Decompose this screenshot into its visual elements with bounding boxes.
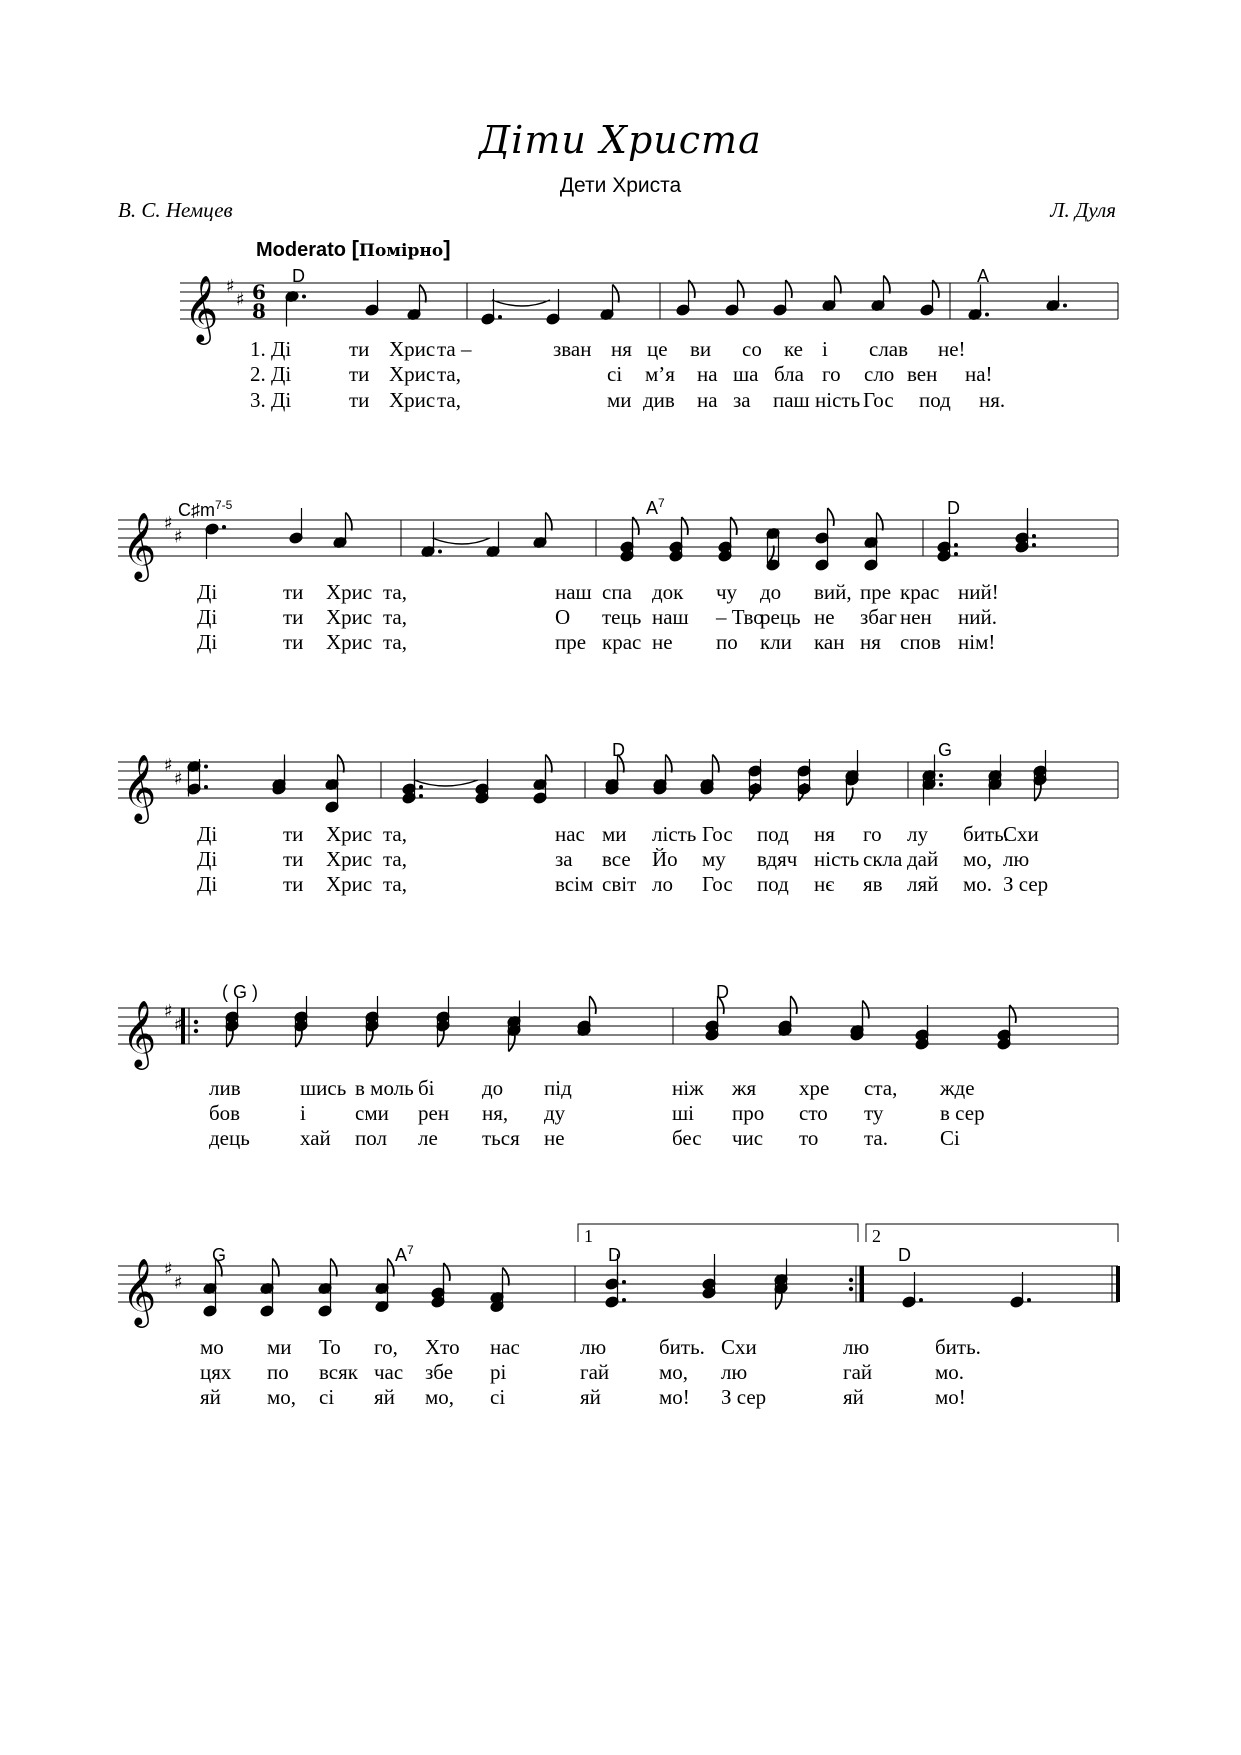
lyric-syllable: по [267,1360,289,1384]
note-flag [420,285,426,303]
note-flag [828,508,834,526]
lyric-syllable: гай [843,1360,873,1384]
note-flag [776,1292,782,1310]
lyric-syllable: ми [267,1335,292,1359]
chord-symbol: $A^7$ [646,496,665,518]
chord-symbol: D [898,1245,911,1265]
lyric-syllable: слав [869,337,909,361]
note-flag [718,996,724,1014]
lyric-syllable: спов [900,630,941,654]
lyric-syllable: рен [418,1101,450,1125]
lyric-syllable: крас [900,580,940,604]
lyric-syllable: ти [349,388,370,412]
lyric-syllable: мо. [935,1360,965,1384]
lyric-syllable: мо, [267,1385,297,1409]
sharp-icon: ♯ [174,768,183,790]
lyric-syllable: ти [283,605,304,629]
lyric-syllable: Хрис [326,630,373,654]
augmentation-dot [919,1298,923,1302]
lyric-syllable: пре [555,630,587,654]
lyric-syllable: сто [799,1101,828,1125]
lyric-syllable: нен [900,605,932,629]
augmentation-dot [954,543,958,547]
lyric-syllable: нас [490,1335,520,1359]
note-flag [273,1259,279,1277]
augmentation-dot [438,550,442,554]
lyric-syllable: ми [602,822,627,846]
lyric-syllable: вий, [814,580,852,604]
lyric-syllable: Ді [197,847,218,871]
lyric-syllable: ність [815,388,861,412]
lyric-syllable: То [319,1335,341,1359]
lyric-syllable: Хрис [326,872,373,896]
lyric-syllable: Гос [702,872,733,896]
sharp-icon: ♯ [226,276,235,297]
note-flag [509,1034,515,1052]
lyric-syllable: тець [602,605,642,629]
augmentation-dot [1032,534,1036,538]
volta-bracket-2 [866,1224,1118,1242]
lyric-syllable: 3. Ді [250,388,292,412]
lyric-syllable: і [300,1101,306,1125]
song-subtitle: Дети Христа [559,174,682,197]
note-flag [863,1001,869,1019]
lyric-syllable: мо! [935,1385,966,1409]
chord-symbol: $C♯m^{7-5}$ [178,498,233,520]
lyric-syllable: жде [940,1076,975,1100]
augmentation-dot [622,1280,626,1284]
note-flag [835,276,841,294]
lyric-syllable: не [652,630,673,654]
lyric-syllable: паш [773,388,810,412]
lyric-syllable: яв [863,872,883,896]
lyric-syllable: Ді [197,580,218,604]
lyric-syllable: та, [437,388,462,412]
lyric-syllable: сі [490,1385,506,1409]
lyric-syllable: під [544,1076,572,1100]
note-flag [618,755,624,773]
note-flag [546,755,552,773]
lyric-syllable: 2. Ді [250,362,292,386]
lyric-syllable: яй [580,1385,601,1409]
lyric-syllable: Схи [1003,822,1039,846]
lyric-syllable: мо [200,1335,224,1359]
note-flag [346,513,352,531]
augmentation-dot [985,313,989,317]
augmentation-dot [204,765,208,769]
lyric-syllable: ніж [672,1076,704,1100]
lyric-syllable: лю [843,1335,870,1359]
lyricist-credit: В. С. Немцев [118,198,233,222]
lyric-syllable: му [702,847,726,871]
chord-symbol: A [977,266,990,286]
lyric-syllable: та, [383,872,408,896]
lyric-syllable: див [643,388,675,412]
augmentation-dot [498,315,502,319]
sharp-icon: ♯ [236,289,245,311]
lyric-syllable: ня. [979,388,1006,412]
lyric-syllable: ність [814,847,860,871]
lyric-syllable: ке [784,337,804,361]
note-flag [590,996,596,1014]
tempo-translation: Помірно [358,241,444,261]
lyric-syllable: на [697,362,718,386]
lyric-syllable: шись [300,1076,347,1100]
lyric-syllable: Хрис [326,847,373,871]
lyric-syllable: ші [672,1101,695,1125]
lyric-syllable: сми [355,1101,389,1125]
chord-symbol: G [212,1245,227,1265]
note-flag [388,1259,394,1277]
lyric-syllable: дець [209,1126,250,1150]
lyric-syllable: мо, [659,1360,689,1384]
lyric-syllable: та, [437,362,462,386]
lyric-syllable: Ді [197,872,218,896]
augmentation-dot [1032,543,1036,547]
lyric-syllable: кли [760,630,792,654]
lyric-syllable: не [544,1126,565,1150]
lyric-syllable: нє [814,872,835,896]
lyric-syllable: ту [864,1101,884,1125]
lyric-syllable: не [814,605,835,629]
lyric-syllable: цях [200,1360,232,1384]
note-flag [503,1268,509,1286]
lyric-syllable: ти [349,362,370,386]
note-flag [791,996,797,1014]
lyric-syllable: вен [907,362,938,386]
lyric-syllable: Хрис [389,337,436,361]
sharp-icon: ♯ [174,1014,183,1036]
lyric-syllable: мо. [963,872,993,896]
lyric-syllable: то [799,1126,819,1150]
lyric-syllable: до [482,1076,504,1100]
lyric-syllable: лу [907,822,928,846]
lyric-syllable: ша [733,362,759,386]
lyric-syllable: яй [200,1385,221,1409]
lyric-syllable: го [863,822,882,846]
lyric-syllable: жя [732,1076,757,1100]
lyric-syllable: крас [602,630,642,654]
lyric-syllable: лю [580,1335,607,1359]
lyric-syllable: ний! [958,580,999,604]
chord-symbol: D [292,266,305,286]
sharp-icon: ♯ [164,1001,173,1022]
lyric-syllable: в сер [940,1101,985,1125]
song-title: Діти Христа [479,118,762,162]
lyric-syllable: бить. [935,1335,981,1359]
lyric-syllable: Хто [425,1335,460,1359]
sharp-icon: ♯ [164,755,173,776]
lyric-syllable: Сі [940,1126,960,1150]
time-signature-top: 6 [252,280,266,304]
chord-symbol: D [716,982,729,1002]
lyric-syllable: ти [283,872,304,896]
lyric-syllable: бить. [659,1335,705,1359]
lyric-syllable: Йо [652,847,678,871]
lyric-syllable: Ді [197,630,218,654]
augmentation-dot [622,1298,626,1302]
note-flag [546,513,552,531]
lyric-syllable: лю [1003,847,1030,871]
lyric-syllable: рець [760,605,801,629]
augmentation-dot [222,525,226,529]
lyric-syllable: З сер [1003,872,1049,896]
lyric-syllable: все [602,847,631,871]
lyric-syllable: ня [611,337,632,361]
note-flag [847,788,853,806]
lyric-syllable: рі [490,1360,507,1384]
lyric-syllable: яй [374,1385,395,1409]
lyric-syllable: час [374,1360,404,1384]
chord-symbol: D [612,740,625,760]
lyric-syllable: 1. Ді [250,337,292,361]
lyric-syllable: ми [607,388,632,412]
lyric-syllable: ня [860,630,881,654]
lyric-syllable: бес [672,1126,702,1150]
lyric-syllable: сі [607,362,623,386]
augmentation-dot [1063,304,1067,308]
time-signature-bottom: 8 [252,299,266,323]
lyric-syllable: сі [319,1385,335,1409]
lyric-syllable: ний. [958,605,997,629]
lyric-syllable: наш [652,605,689,629]
lyric-syllable: Хрис [389,362,436,386]
lyric-syllable: лю [721,1360,748,1384]
lyric-syllable: го, [374,1335,398,1359]
augmentation-dot [204,785,208,789]
note-flag [666,755,672,773]
lyric-syllable: спа [602,580,632,604]
lyric-syllable: на [697,388,718,412]
lyric-syllable: та, [383,605,408,629]
lyric-syllable: нім! [958,630,996,654]
lyric-syllable: всім [555,872,594,896]
sharp-icon: ♯ [174,526,183,548]
tempo-term: Moderato [256,239,346,261]
lyric-syllable: мо, [963,847,993,871]
augmentation-dot [954,552,958,556]
lyric-syllable: збе [425,1360,454,1384]
lyric-syllable: ло [652,872,673,896]
augmentation-dot [939,783,943,787]
lyric-syllable: лість [652,822,697,846]
lyric-syllable: і [822,337,828,361]
lyric-syllable: бов [209,1101,241,1125]
lyric-syllable: Ді [197,605,218,629]
lyric-syllable: чу [716,580,738,604]
lyric-syllable: Схи [721,1335,757,1359]
lyric-syllable: сло [864,362,895,386]
lyric-syllable: З сер [721,1385,767,1409]
lyric-syllable: Хрис [326,822,373,846]
chord-symbol: G [938,740,953,760]
lyric-syllable: по [716,630,738,654]
lyric-syllable: Хрис [326,605,373,629]
sharp-icon: ♯ [164,1259,173,1280]
lyric-syllable: це [647,337,668,361]
lyric-syllable: лив [209,1076,241,1100]
lyric-syllable: в моль [355,1076,414,1100]
augmentation-dot [1027,1298,1031,1302]
tie [414,780,478,786]
note-flag [713,755,719,773]
lyric-syllable: Ді [197,822,218,846]
chord-symbol: $A^7$ [395,1243,414,1265]
sharp-icon: ♯ [174,1272,183,1294]
augmentation-dot [302,295,306,299]
lyric-syllable: ти [283,822,304,846]
lyric-syllable: ня, [482,1101,509,1125]
tie [432,538,490,544]
chord-symbol: D [947,498,960,518]
lyric-syllable: ти [349,337,370,361]
lyric-syllable: док [652,580,684,604]
lyric-syllable: го [822,362,841,386]
lyric-syllable: та. [864,1126,889,1150]
lyric-syllable: за [733,388,751,412]
lyric-syllable: хре [799,1076,830,1100]
treble-clef-icon: 𝄞 [122,1257,157,1325]
treble-clef-icon: 𝄞 [122,753,157,821]
sharp-icon: ♯ [164,513,173,534]
lyric-syllable: мо! [659,1385,690,1409]
lyric-syllable: світ [602,872,637,896]
lyric-syllable: Гос [702,822,733,846]
lyric-syllable: всяк [319,1360,358,1384]
note-flag [613,285,619,303]
lyric-syllable: Хрис [389,388,436,412]
lyric-syllable: наш [555,580,592,604]
tempo-bracket-open: [ [351,236,359,261]
lyric-syllable: – Тво [716,605,764,629]
note-flag [338,755,344,773]
lyric-syllable: та – [437,337,472,361]
lyric-syllable: ти [283,847,304,871]
lyric-syllable: О [555,605,571,629]
lyric-syllable: не! [938,337,966,361]
lyric-syllable: гай [580,1360,610,1384]
lyric-syllable: до [760,580,782,604]
lyric-syllable: ста, [864,1076,898,1100]
lyric-syllable: ти [283,580,304,604]
lyric-syllable: за [555,847,573,871]
repeat-dot [849,1287,853,1291]
lyric-syllable: под [919,388,951,412]
lyric-syllable: ляй [907,872,939,896]
treble-clef-icon: 𝄞 [184,274,219,342]
note-flag [331,1259,337,1277]
lyric-syllable: бі [418,1076,435,1100]
lyric-syllable: бить. [963,822,1009,846]
lyric-syllable: та, [383,847,408,871]
lyric-syllable: ня [814,822,835,846]
lyric-syllable: под [757,872,789,896]
lyric-syllable: на! [965,362,993,386]
volta-bracket-1 [578,1224,858,1242]
lyric-syllable: кан [814,630,845,654]
chord-symbol: D [608,1245,621,1265]
augmentation-dot [419,785,423,789]
lyric-syllable: пол [355,1126,387,1150]
volta-2-number: 2 [872,1226,881,1246]
volta-1-number: 1 [584,1226,593,1246]
lyric-syllable: та, [383,580,408,604]
composer-credit: Л. Дуля [1050,198,1116,222]
lyric-syllable: пре [860,580,892,604]
note-flag [884,276,890,294]
lyric-syllable: бла [774,362,804,386]
repeat-dot [194,1020,198,1024]
augmentation-dot [939,774,943,778]
lyric-syllable: мо, [425,1385,455,1409]
lyric-syllable: со [742,337,762,361]
lyric-syllable: скла [863,847,903,871]
chord-symbol: ( G ) [222,982,258,1002]
lyric-syllable: збаг [860,605,897,629]
lyric-syllable: яй [843,1385,864,1409]
lyric-syllable: вдяч [757,847,798,871]
lyric-syllable: под [757,822,789,846]
lyric-syllable: та, [383,822,408,846]
lyric-syllable: ться [482,1126,520,1150]
lyric-syllable: дай [907,847,939,871]
lyric-syllable: ти [283,630,304,654]
lyric-syllable: про [732,1101,765,1125]
note-flag [216,1259,222,1277]
lyric-syllable: Гос [863,388,894,412]
lyric-syllable: зван [553,337,592,361]
lyric-syllable: чис [732,1126,764,1150]
lyric-syllable: нас [555,822,585,846]
repeat-dot [194,1029,198,1033]
lyric-syllable: хай [300,1126,331,1150]
repeat-dot [849,1278,853,1282]
lyric-syllable: ви [690,337,712,361]
lyric-syllable: Хрис [326,580,373,604]
lyric-syllable: м’я [645,362,675,386]
treble-clef-icon: 𝄞 [122,511,157,579]
lyric-syllable: ду [544,1101,566,1125]
tempo-bracket-close: ] [443,236,451,261]
augmentation-dot [419,794,423,798]
lyric-syllable: та, [383,630,408,654]
lyric-syllable: ле [418,1126,438,1150]
note-flag [877,513,883,531]
treble-clef-icon: 𝄞 [122,999,157,1067]
